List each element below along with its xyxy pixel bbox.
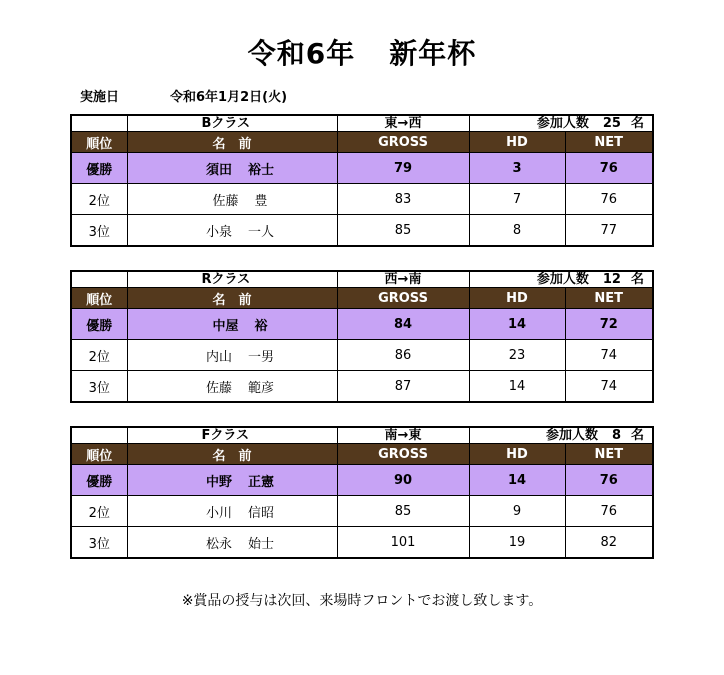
player-given-name: 正憲 xyxy=(247,474,274,490)
handicap: 14 xyxy=(469,371,565,403)
hd-header: HD xyxy=(469,444,565,465)
net-score: 74 xyxy=(565,371,653,403)
participants-unit: 名 xyxy=(630,271,644,287)
participants-count: 12 xyxy=(602,271,621,287)
player-given-name: 豊 xyxy=(254,193,268,209)
net-score: 74 xyxy=(565,340,653,371)
header-row xyxy=(71,288,653,309)
player-given-name: 範彦 xyxy=(247,380,274,396)
name-header: 名 前 xyxy=(127,444,337,465)
date-value: 令和6年1月2日(火) xyxy=(170,90,288,105)
results-table-r-class xyxy=(70,270,654,403)
player-surname: 中野 xyxy=(205,474,232,490)
header-row xyxy=(71,132,653,153)
handicap: 19 xyxy=(469,527,565,559)
participants-label: 参加人数 xyxy=(536,115,589,131)
page-title xyxy=(0,32,724,72)
player-name xyxy=(127,184,337,215)
player-surname: 佐藤 xyxy=(205,380,232,396)
net-header: NET xyxy=(565,444,653,465)
player-name xyxy=(127,496,337,527)
participants-unit: 名 xyxy=(631,427,645,443)
player-given-name: 裕士 xyxy=(247,162,274,178)
class-info-row xyxy=(71,271,653,288)
player-given-name: 一男 xyxy=(247,349,274,365)
class-name: Fクラス xyxy=(127,427,337,444)
net-score: 82 xyxy=(565,527,653,559)
player-name xyxy=(127,340,337,371)
player-surname: 小泉 xyxy=(205,224,232,240)
blank-cell xyxy=(71,115,127,132)
player-surname: 松永 xyxy=(205,536,232,552)
participants-count: 25 xyxy=(602,115,621,131)
gross-header: GROSS xyxy=(337,444,469,465)
date-label: 実施日 xyxy=(80,90,120,105)
course-direction: 西→南 xyxy=(337,271,469,288)
handicap: 7 xyxy=(469,184,565,215)
class-name: Rクラス xyxy=(127,271,337,288)
course-direction: 南→東 xyxy=(337,427,469,444)
gross-score: 90 xyxy=(337,465,469,496)
player-surname: 佐藤 xyxy=(212,193,239,209)
results-table-f-class xyxy=(70,426,654,559)
name-header: 名 前 xyxy=(127,288,337,309)
handicap: 14 xyxy=(469,309,565,340)
participants xyxy=(469,115,653,132)
winner-row xyxy=(71,309,653,340)
handicap: 23 xyxy=(469,340,565,371)
rank-cell: 優勝 xyxy=(71,153,127,184)
gross-score: 85 xyxy=(337,215,469,247)
player-surname: 須田 xyxy=(205,162,232,178)
participants-label: 参加人数 xyxy=(545,427,598,443)
net-score: 76 xyxy=(565,184,653,215)
name-header: 名 前 xyxy=(127,132,337,153)
handicap: 9 xyxy=(469,496,565,527)
rank-cell: 3位 xyxy=(71,527,127,559)
gross-header: GROSS xyxy=(337,132,469,153)
winner-row xyxy=(71,153,653,184)
course-direction: 東→西 xyxy=(337,115,469,132)
net-score: 76 xyxy=(565,496,653,527)
player-surname: 内山 xyxy=(205,349,232,365)
class-info-row xyxy=(71,115,653,132)
player-given-name: 裕 xyxy=(254,318,268,334)
gross-header: GROSS xyxy=(337,288,469,309)
participants-count: 8 xyxy=(611,427,621,443)
participants-unit: 名 xyxy=(630,115,644,131)
class-info-row xyxy=(71,427,653,444)
net-header: NET xyxy=(565,132,653,153)
rank-cell: 3位 xyxy=(71,371,127,403)
table-row xyxy=(71,340,653,371)
blank-cell xyxy=(71,271,127,288)
table-row xyxy=(71,496,653,527)
gross-score: 79 xyxy=(337,153,469,184)
handicap: 8 xyxy=(469,215,565,247)
gross-score: 86 xyxy=(337,340,469,371)
player-name xyxy=(127,527,337,559)
table-row xyxy=(71,527,653,559)
net-score: 72 xyxy=(565,309,653,340)
rank-cell: 優勝 xyxy=(71,309,127,340)
gross-score: 101 xyxy=(337,527,469,559)
net-score: 77 xyxy=(565,215,653,247)
rank-cell: 3位 xyxy=(71,215,127,247)
player-given-name: 一人 xyxy=(247,224,274,240)
rank-header: 順位 xyxy=(71,444,127,465)
table-row xyxy=(71,184,653,215)
header-row xyxy=(71,444,653,465)
hd-header: HD xyxy=(469,288,565,309)
rank-cell: 2位 xyxy=(71,340,127,371)
rank-header: 順位 xyxy=(71,132,127,153)
footnote: ※賞品の授与は次回、来場時フロントでお渡し致します。 xyxy=(181,593,543,609)
player-name xyxy=(127,309,337,340)
handicap: 3 xyxy=(469,153,565,184)
player-name xyxy=(127,465,337,496)
player-surname: 中屋 xyxy=(212,318,239,334)
participants-label: 参加人数 xyxy=(536,271,589,287)
winner-row xyxy=(71,465,653,496)
title-event: 新年杯 xyxy=(389,37,477,70)
player-given-name: 信昭 xyxy=(247,505,274,521)
gross-score: 87 xyxy=(337,371,469,403)
rank-cell: 2位 xyxy=(71,184,127,215)
rank-cell: 優勝 xyxy=(71,465,127,496)
gross-score: 85 xyxy=(337,496,469,527)
net-header: NET xyxy=(565,288,653,309)
class-name: Bクラス xyxy=(127,115,337,132)
hd-header: HD xyxy=(469,132,565,153)
player-surname: 小川 xyxy=(205,505,232,521)
player-name xyxy=(127,153,337,184)
player-name xyxy=(127,215,337,247)
handicap: 14 xyxy=(469,465,565,496)
participants xyxy=(469,271,653,288)
blank-cell xyxy=(71,427,127,444)
player-given-name: 始士 xyxy=(247,536,274,552)
net-score: 76 xyxy=(565,465,653,496)
participants xyxy=(469,427,653,444)
gross-score: 83 xyxy=(337,184,469,215)
rank-cell: 2位 xyxy=(71,496,127,527)
results-table-b-class xyxy=(70,114,654,247)
gross-score: 84 xyxy=(337,309,469,340)
title-year: 令和6年 xyxy=(247,37,356,70)
net-score: 76 xyxy=(565,153,653,184)
player-name xyxy=(127,371,337,403)
table-row xyxy=(71,371,653,403)
table-row xyxy=(71,215,653,247)
rank-header: 順位 xyxy=(71,288,127,309)
